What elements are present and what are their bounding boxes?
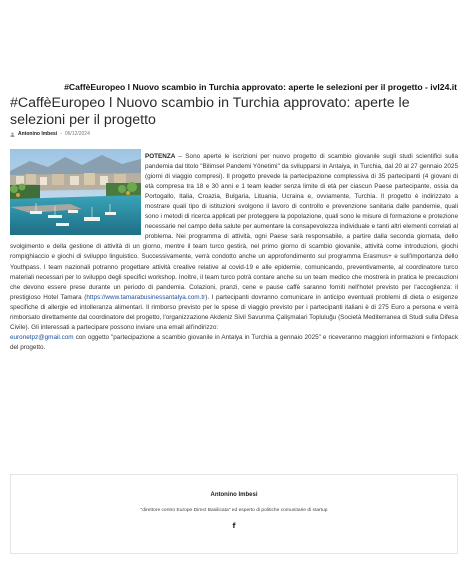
site-topbar (0, 78, 465, 96)
post-author-link[interactable]: Antonino Imbesi (18, 131, 58, 137)
paragraph-body: – Sono aperte le iscrizioni per nuovo progetto di scambio giovanile sugli studi scientifici sulla pandemia dal titolo "Bilimsel Pandemi Yönetimi" da svilupparsi in Antaiya, in Turchia, dal 20 al 27 gennaio 2025 (giorni di viaggio compresi). Il progetto prevede la partecipazione complessiva di 35 partecipanti (4 giovani di età compresa tra 18 e 30 anni e 1 team leader senza limite di età per ciascun Paese partecipante, ossia da Portogallo, Italia, Croazia, Bulgaria, Lituania, Ucraina e, ovviamente, Turchia. Il progetto è indirizzato a mostrare quali tipo di istituzioni svolgono il lavoro di controllo e prevenzione sanitaria dalle pandemie, quali sono i metodi di ricerca applicati per proteggere la popolazione, quali sono le misure di formazione e protezione necessarie nel campo della salute per aumentare la consapevolezza individuale e tanti altri elementi correlati al problema. Nei programma di attività, ogni Paese sarà responsabile, a partire dalla seconda giornata, dello svolgimento e della gestione di attività di un giorno, mentre il team turco gestirà, nel primo giorno di scambio giovanile, attività come introduzioni, giochi rompighiaccio e giochi di sviluppo linguistico. Successivamente, verrà condotto anche un approfondimento sul programma Erasmus+ e sull'importanza dello Youthpass. I team nazionali potranno progettare attività creative relative al covid-19 e alle epidemie, comunicando, preventivamente, al coordinatore turco materiali necessari per lo sviluppo degli specifici workshop. Inoltre, il team turco potrà contare anche su un team medico che mostrerà in pratica le precauzioni che devono essere prese durante un periodo di pandemia. Colazioni, pranzi, cene e pause caffè saranno forniti nell'hotel previsto per l'accoglienza: il prestigioso Hotel Tamara ( (10, 153, 458, 301)
post-title: #CaffèEuropeo l Nuovo scambio in Turchia approvato: aperte le selezioni per il progetto (10, 95, 410, 128)
post-date: 06/12/2024 (64, 131, 90, 137)
author-box-bio: "direttore centro Europe Direct Basilicata" ed esperto di politiche comunitarie di startup (140, 508, 328, 513)
image-float-spacer (10, 152, 143, 240)
email-link[interactable]: euronetpz@gmail.com (10, 333, 74, 341)
author-box (10, 474, 458, 554)
facebook-icon[interactable]: f (232, 522, 236, 530)
dateline: POTENZA (145, 153, 176, 160)
topbar-title-link[interactable]: #CaffèEuropeo l Nuovo scambio in Turchia approvato: aperte le selezioni per il progetto - ivl24.it (64, 82, 457, 92)
hotel-link[interactable]: https://www.tamarabusinessantalya.com.tr (86, 293, 206, 301)
post-meta (10, 131, 90, 137)
paragraph-body-cont: ). I partecipanti dovranno comunicare in anticipo eventuali problemi di dieta o esigenze specifiche di allergie ed intolleranza alimentari. Il rimborso previsto per le spese di viaggio previsto per i partecipanti italiani è di 275 Euro a persona e verrà rimborsato direttamente dal coordinatore del progetto, l'organizzazione Akdeniz Sivil Savunma Çalişmalari Topluluğu (Società Mediterranea di Studi sulla Difesa Civile). Gli interessati a partecipare possono inviare una email all'indirizzo: (10, 293, 458, 331)
paragraph-closing: con oggetto "partecipazione a scambio giovanile in Antalya in Turchia a gennaio 2025" e riceveranno maggiori informazioni e l'infopack del progetto. (10, 333, 458, 351)
post-content (10, 152, 458, 353)
meta-separator: - (60, 131, 62, 137)
user-icon (10, 132, 15, 137)
author-box-name[interactable]: Antonino Imbesi (210, 492, 258, 498)
